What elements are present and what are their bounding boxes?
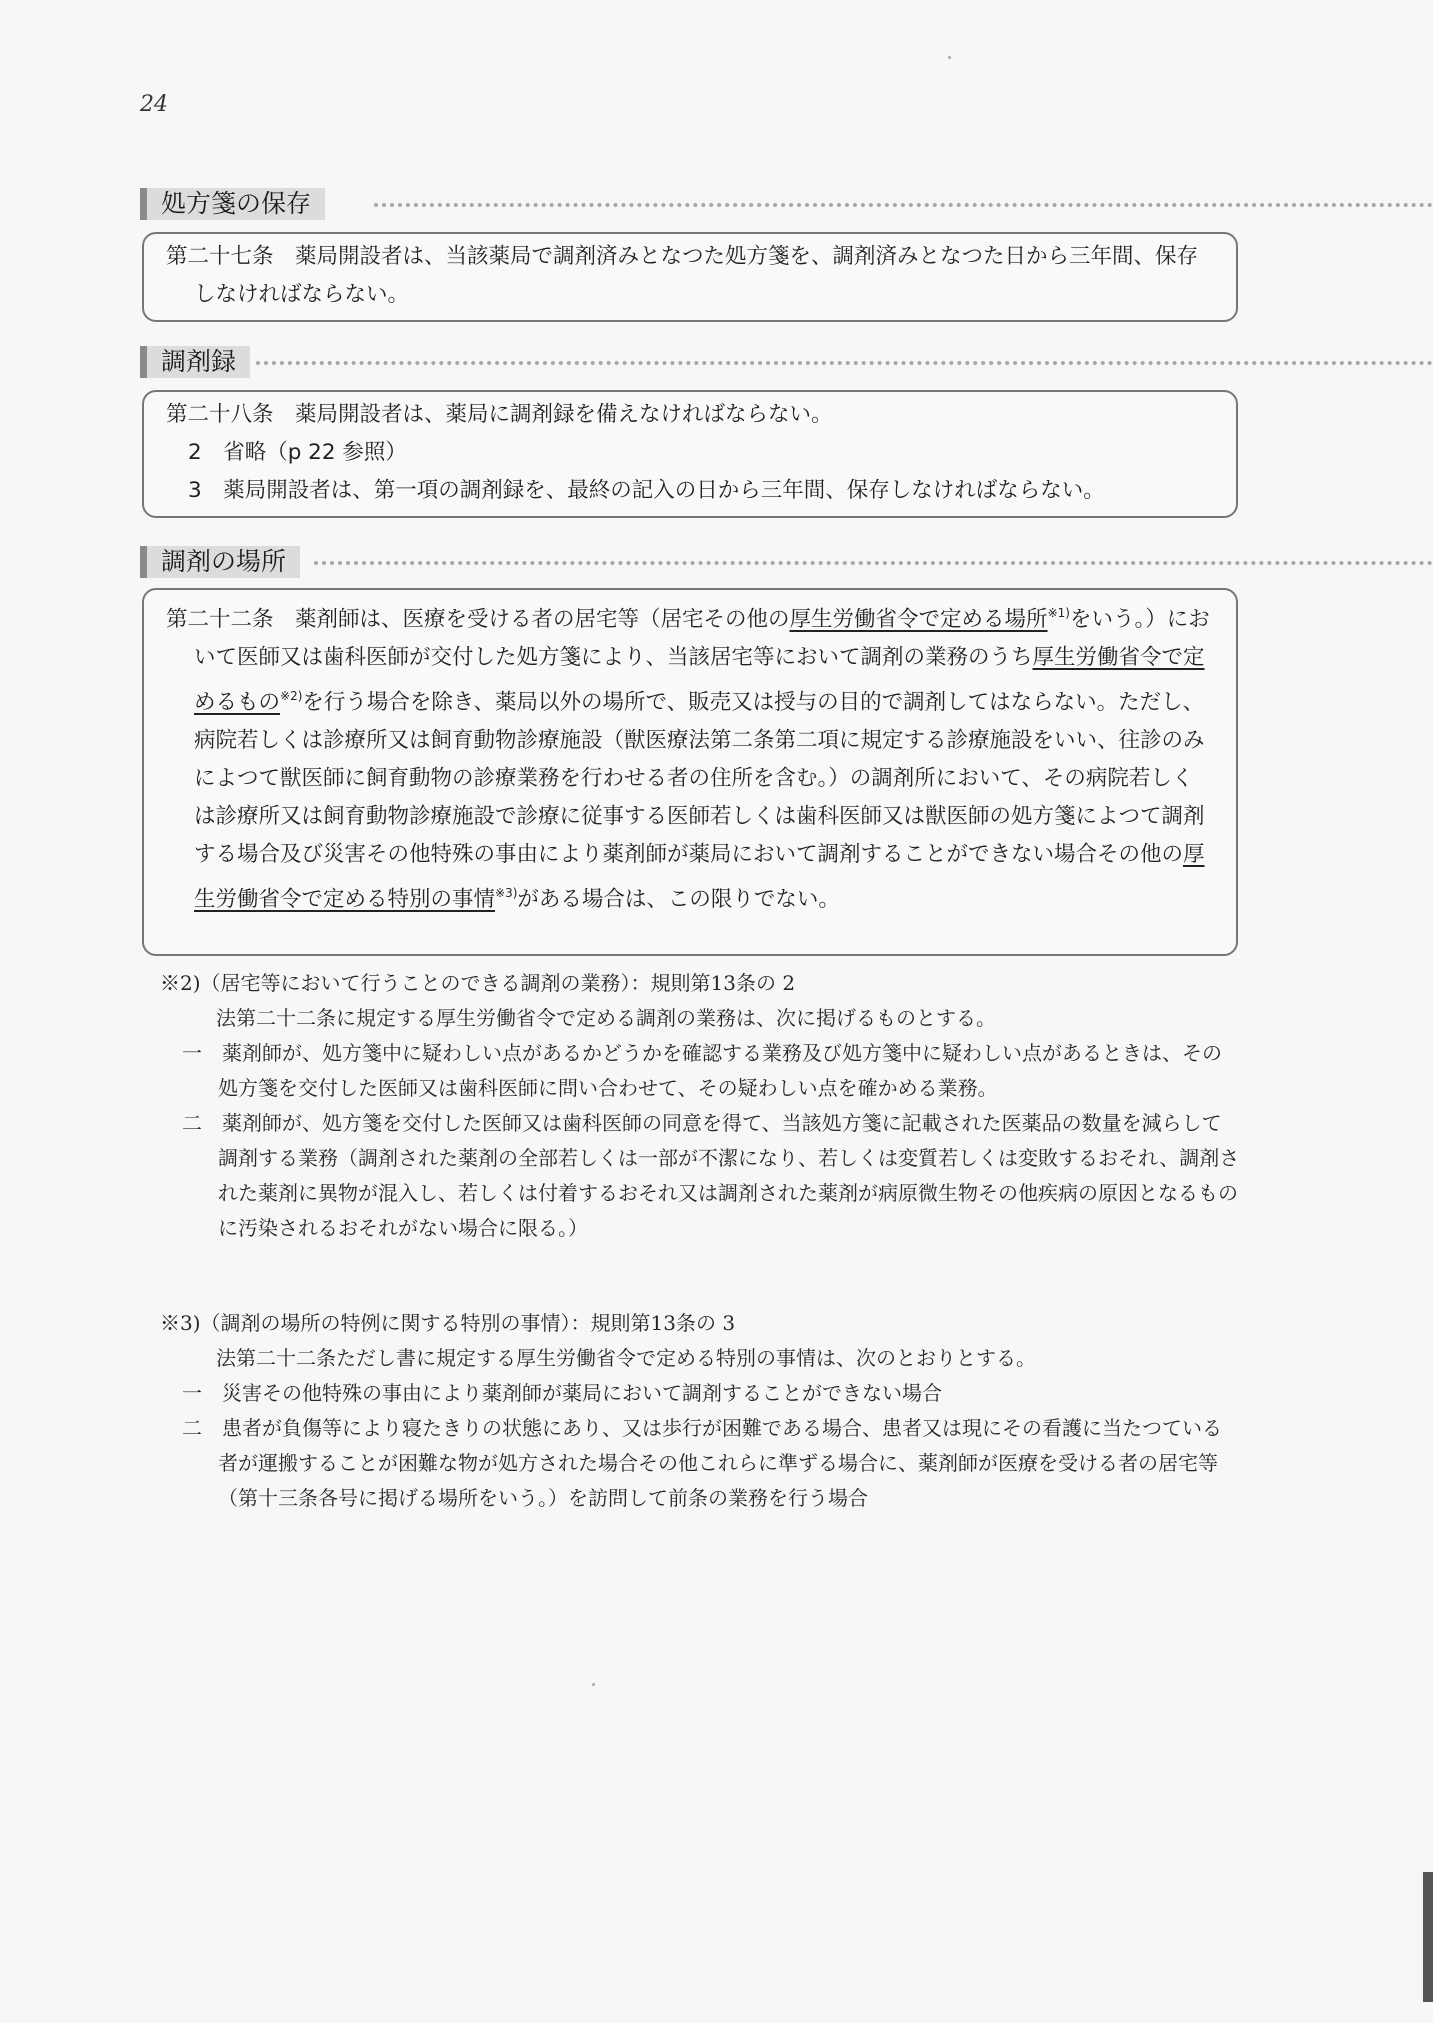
scan-speck xyxy=(948,56,951,59)
section-heading-dispensing-place: 調剤の場所 xyxy=(140,546,300,578)
note-item: 二 患者が負傷等により寝たきりの状態にあり、又は歩行が困難である場合、患者又は現にその看護に当たつている者が運搬することが困難な物が処方された場合その他これらに準ずる場合に、薬剤師が医療を受ける者の居宅等（第十三条各号に掲げる場所をいう。）を訪問して前条の業務を行う場合 xyxy=(182,1416,1222,1510)
scan-edge-mark xyxy=(1423,1872,1433,2002)
item-number: 3 xyxy=(188,478,202,503)
note-2 xyxy=(160,966,1240,1246)
note-item: 一 薬剤師が、処方箋中に疑わしい点があるかどうかを確認する業務及び処方箋中に疑わしい点があるときは、その処方箋を交付した医師又は歯科医師に問い合わせて、その疑わしい点を確かめる業務。 xyxy=(182,1041,1222,1100)
article-box-28 xyxy=(142,390,1238,518)
footnote-marker: ※2) xyxy=(280,689,303,703)
footnote-marker: ※1) xyxy=(1047,606,1070,620)
article-body-part: がある場合は、この限りでない。 xyxy=(517,887,840,912)
note-title: ※2)（居宅等において行うことのできる調剤の業務）：規則第13条の 2 xyxy=(160,971,796,995)
scan-speck xyxy=(592,1683,595,1686)
item-text: 薬局開設者は、第一項の調剤録を、最終の記入の日から三年間、保存しなければならない。 xyxy=(223,478,1105,503)
footnote-marker: ※3) xyxy=(495,886,518,900)
note-lead: 法第二十二条ただし書に規定する厚生労働省令で定める特別の事情は、次のとおりとする。 xyxy=(216,1346,1036,1370)
heading-dotted-rule xyxy=(314,561,1433,565)
article-28-text xyxy=(166,396,1210,434)
article-28-item-2 xyxy=(166,434,1210,472)
underlined-term: 厚生労働省令で定める場所 xyxy=(789,607,1048,632)
article-box-22 xyxy=(142,588,1238,956)
note-item: 一 災害その他特殊の事由により薬剤師が薬局において調剤することができない場合 xyxy=(182,1381,942,1405)
article-body: 薬局開設者は、当該薬局で調剤済みとなつた処方箋を、調剤済みとなつた日から三年間、保存しなければならない。 xyxy=(194,244,1199,307)
article-box-27 xyxy=(142,232,1238,322)
article-number: 第二十八条 xyxy=(166,402,274,427)
article-number: 第二十七条 xyxy=(166,244,274,269)
section-heading-prescription-storage: 処方箋の保存 xyxy=(140,188,325,220)
article-body-part: をいう。）において医師又は歯科医師が交付した処方箋により、当該居宅等において調剤の業務のうち xyxy=(194,607,1210,670)
note-3 xyxy=(160,1306,1240,1516)
item-text: 省略（p 22 参照） xyxy=(223,440,407,465)
page-number: 24 xyxy=(140,92,168,117)
note-title: ※3)（調剤の場所の特例に関する特別の事情）：規則第13条の 3 xyxy=(160,1311,736,1335)
article-22-text xyxy=(166,594,1210,919)
underlined-term: 厚生労働省令で定める特別の事情 xyxy=(194,842,1205,912)
section-heading-dispensing-record: 調剤録 xyxy=(140,346,250,378)
article-number: 第二十二条 xyxy=(166,607,274,632)
heading-dotted-rule xyxy=(256,361,1433,365)
article-27-text xyxy=(166,238,1210,314)
article-body-part: 薬剤師は、医療を受ける者の居宅等（居宅その他の xyxy=(295,607,790,632)
underlined-term: 厚生労働省令で定めるもの xyxy=(194,645,1205,715)
note-item: 二 薬剤師が、処方箋を交付した医師又は歯科医師の同意を得て、当該処方箋に記載された医薬品の数量を減らして調剤する業務（調剤された薬剤の全部若しくは一部が不潔になり、若しくは変質若しくは変敗するおそれ、調剤された薬剤に異物が混入し、若しくは付着するおそれ又は調剤された薬剤が病原微生物その他疾病の原因となるものに汚染されるおそれがない場合に限る。） xyxy=(182,1111,1240,1240)
article-body-part: を行う場合を除き、薬局以外の場所で、販売又は授与の目的で調剤してはならない。ただし、病院若しくは診療所又は飼育動物診療施設（獣医療法第二条第二項に規定する診療施設をいい、往診のみによつて獣医師に飼育動物の診療業務を行わせる者の住所を含む。）の調剤所において、その病院若しくは診療所又は飼育動物診療施設で診療に従事する医師若しくは歯科医師又は獣医師の処方箋によつて調剤する場合及び災害その他特殊の事由により薬剤師が薬局において調剤することができない場合その他の xyxy=(194,690,1205,867)
heading-dotted-rule xyxy=(374,203,1433,207)
item-number: 2 xyxy=(188,440,202,465)
article-28-item-3 xyxy=(166,472,1210,510)
article-body: 薬局開設者は、薬局に調剤録を備えなければならない。 xyxy=(295,402,833,427)
note-lead: 法第二十二条に規定する厚生労働省令で定める調剤の業務は、次に掲げるものとする。 xyxy=(216,1006,996,1030)
